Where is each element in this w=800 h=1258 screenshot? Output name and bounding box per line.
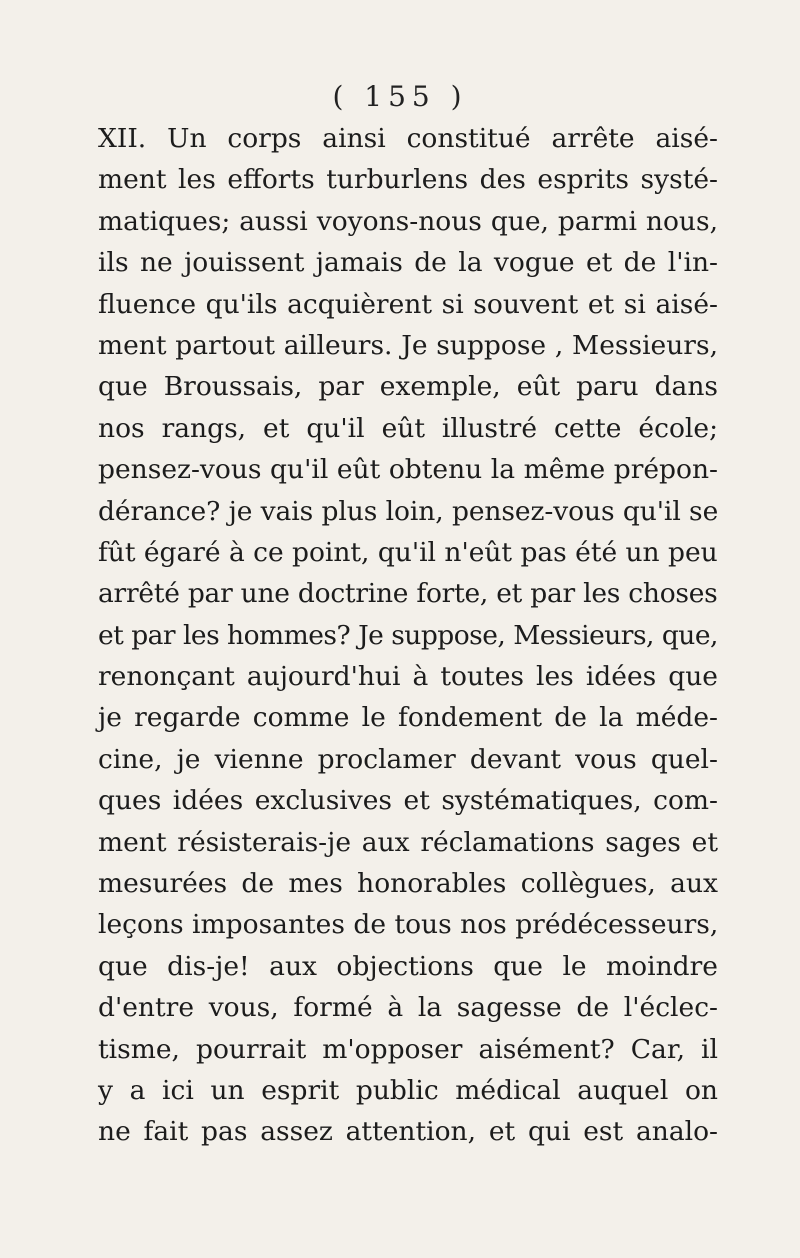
text-line: pensez-vous qu'il eût obtenu la même prépon- bbox=[98, 454, 718, 486]
text-line: cine, je vienne proclamer devant vous quel- bbox=[98, 743, 718, 775]
text-line: y a ici un esprit public médical auquel on bbox=[98, 1074, 718, 1106]
text-line: fût égaré à ce point, qu'il n'eût pas été un peu bbox=[98, 536, 718, 568]
text-line: que dis-je! aux objections que le moindre bbox=[98, 950, 718, 982]
text-line: ils ne jouissent jamais de la vogue et de l'in- bbox=[98, 247, 718, 279]
text-line: renonçant aujourd'hui à toutes les idées que bbox=[98, 661, 718, 693]
text-line: XII. Un corps ainsi constitué arrête aisé- bbox=[98, 123, 718, 154]
text-line: fluence qu'ils acquièrent si souvent et si aisé- bbox=[98, 288, 718, 320]
text-line: dérance? je vais plus loin, pensez-vous qu'il se bbox=[98, 495, 719, 527]
text-line: ne fait pas assez attention, et qui est analo- bbox=[98, 1116, 718, 1148]
text-line: ment résisterais-je aux réclamations sages et bbox=[98, 826, 718, 858]
text-line: tisme, pourrait m'opposer aisément? Car, il bbox=[98, 1033, 718, 1065]
body-paragraph bbox=[98, 118, 718, 1153]
text-line: mesurées de mes honorables collègues, aux bbox=[98, 868, 718, 900]
text-line: je regarde comme le fondement de la méde- bbox=[98, 702, 718, 734]
text-line: et par les hommes? Je suppose, Messieurs, que, bbox=[98, 619, 718, 651]
text-line: nos rangs, et qu'il eût illustré cette école; bbox=[98, 412, 718, 444]
text-line: que Broussais, par exemple, eût paru dans bbox=[98, 371, 718, 403]
page-number: ( 155 ) bbox=[332, 80, 468, 113]
text-line: leçons imposantes de tous nos prédécesseurs, bbox=[98, 909, 719, 941]
text-line: ment partout ailleurs. Je suppose , Messieurs, bbox=[98, 329, 718, 361]
text-line: matiques; aussi voyons-nous que, parmi nous, bbox=[98, 205, 718, 237]
text-line: d'entre vous, formé à la sagesse de l'éclec- bbox=[98, 992, 718, 1024]
text-line: ment les efforts turburlens des esprits systé- bbox=[98, 164, 718, 196]
text-line: ques idées exclusives et systématiques, com- bbox=[98, 785, 718, 817]
text-line: arrêté par une doctrine forte, et par les choses bbox=[98, 578, 718, 610]
